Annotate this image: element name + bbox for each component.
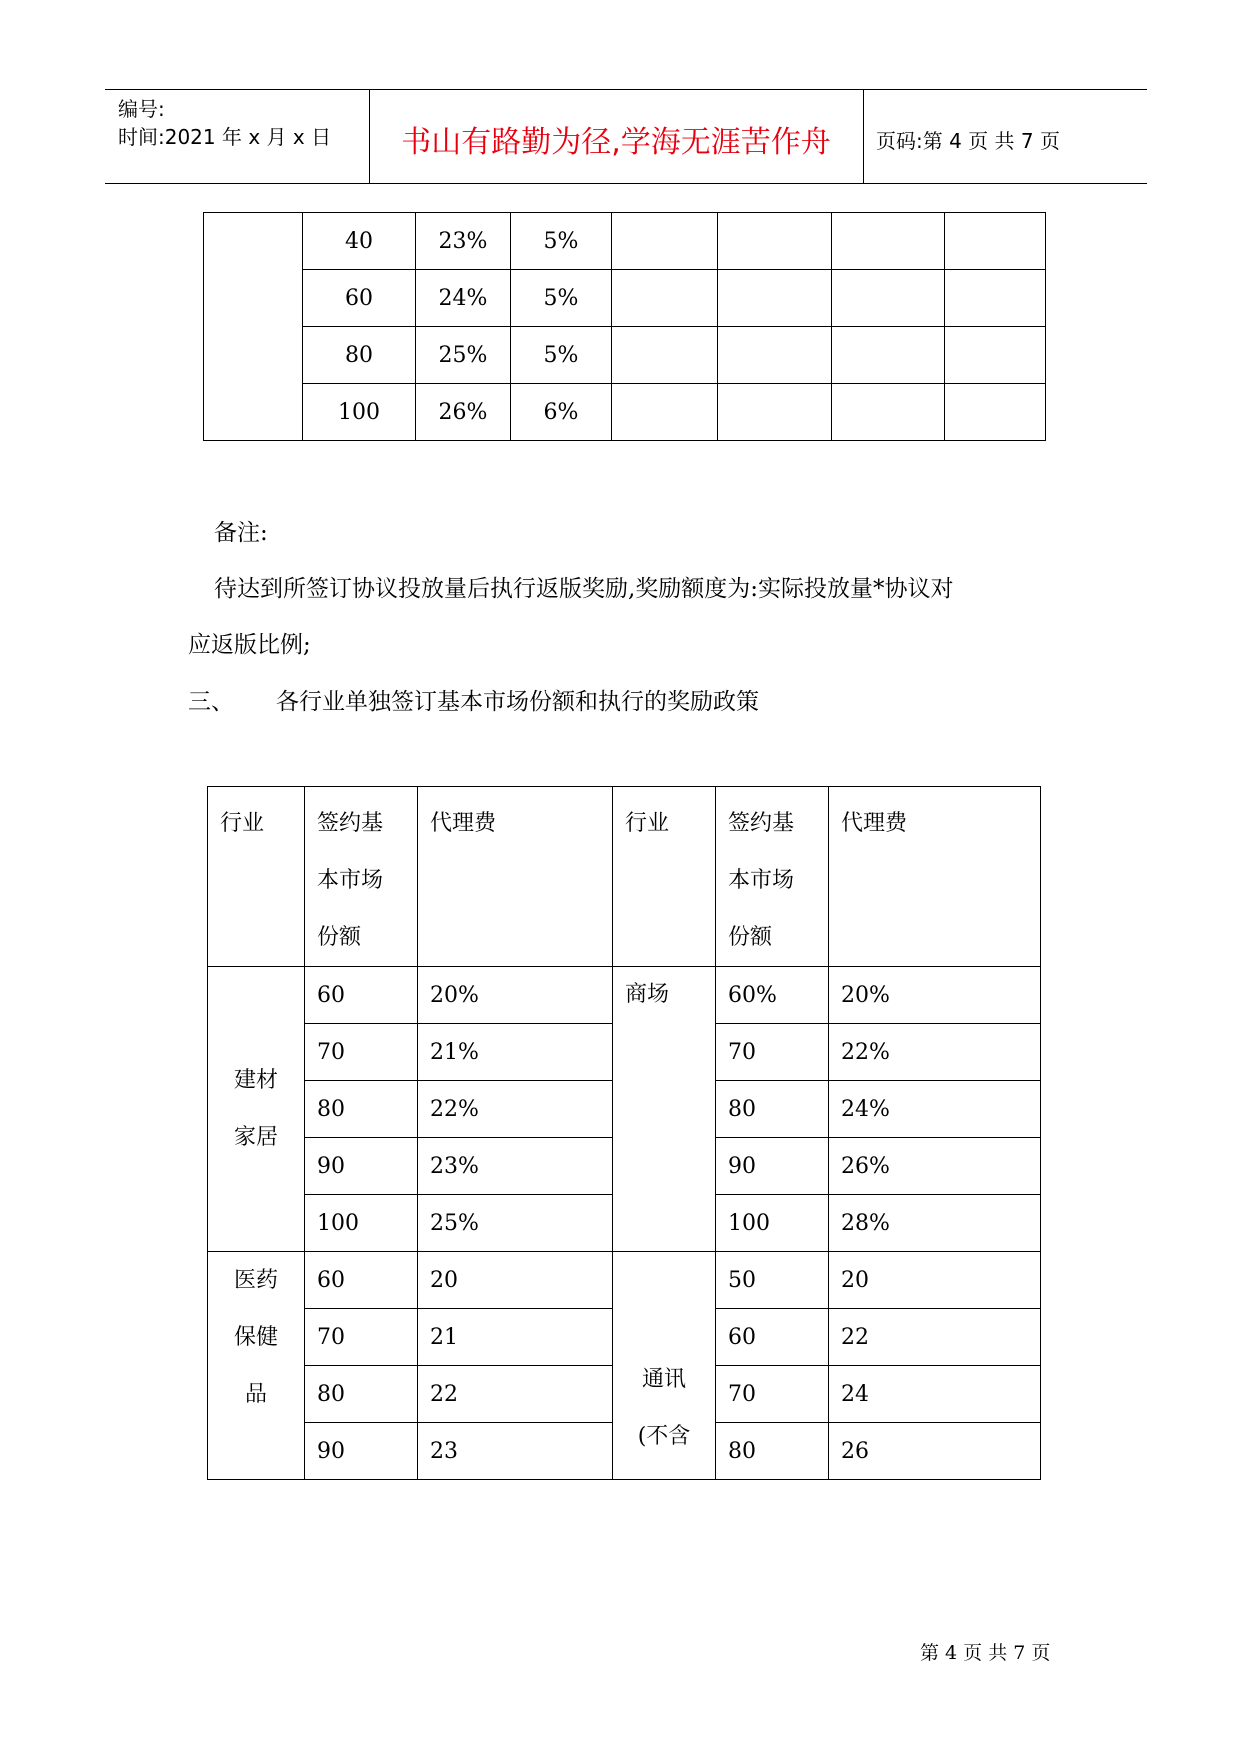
industry-policy-table	[207, 786, 1041, 1480]
volume-cell: 40	[303, 213, 416, 270]
table-row: 建材 家居 60 20% 商场 60% 20%	[208, 967, 1041, 1024]
notes-title: 备注:	[214, 520, 268, 546]
header-fee: 代理费	[418, 787, 613, 967]
group-cell-empty	[204, 213, 303, 441]
table-row: 90 23% 90 26%	[208, 1138, 1041, 1195]
volume-cell: 60	[303, 270, 416, 327]
table-row	[204, 327, 1046, 384]
section-number: 三、	[188, 689, 234, 715]
volume-cell: 100	[303, 384, 416, 441]
table-row: 90 23 80 26	[208, 1423, 1041, 1480]
header-top-line	[105, 89, 1147, 90]
table-row: 80 22 70 24	[208, 1366, 1041, 1423]
rebate-cell: 6%	[511, 384, 612, 441]
header-divider-left	[369, 90, 370, 184]
header-page-label: 页码:第 4 页 共 7 页	[876, 129, 1060, 153]
rebate-cell: 5%	[511, 270, 612, 327]
table-row	[204, 213, 1046, 270]
table-row: 70 21 60 22	[208, 1309, 1041, 1366]
fee-cell: 24%	[416, 270, 511, 327]
header-divider-right	[863, 90, 864, 184]
fee-cell: 25%	[416, 327, 511, 384]
page-footer: 第 4 页 共 7 页	[920, 1642, 1051, 1664]
header-motto: 书山有路勤为径,学海无涯苦作舟	[401, 125, 831, 160]
rebate-cell: 5%	[511, 213, 612, 270]
fee-cell: 26%	[416, 384, 511, 441]
table-row: 70 21% 70 22%	[208, 1024, 1041, 1081]
table-row: 80 22% 80 24%	[208, 1081, 1041, 1138]
table-row: 医药 保健 品 60 20 通讯 (不含 50 20	[208, 1252, 1041, 1309]
header-industry: 行业	[208, 787, 305, 967]
industry-jiancai: 建材 家居	[208, 967, 305, 1252]
header-share: 签约基 本市场 份额	[305, 787, 418, 967]
table-row	[204, 384, 1046, 441]
notes-line-2: 应返版比例;	[188, 632, 311, 658]
header-number-label: 编号:	[118, 97, 165, 121]
volume-cell: 80	[303, 327, 416, 384]
table-row: 100 25% 100 28%	[208, 1195, 1041, 1252]
notes-line-1: 待达到所签订协议投放量后执行返版奖励,奖励额度为:实际投放量*协议对	[214, 576, 954, 602]
header-share-2: 签约基 本市场 份额	[716, 787, 829, 967]
header-time-label: 时间:2021 年 x 月 x 日	[118, 125, 332, 149]
header-bottom-line	[105, 183, 1147, 184]
industry-tongxun: 通讯 (不含	[613, 1252, 716, 1480]
industry-shangchang: 商场	[613, 967, 716, 1252]
industry-yiyao: 医药 保健 品	[208, 1252, 305, 1480]
table-header-row	[208, 787, 1041, 967]
fee-cell: 23%	[416, 213, 511, 270]
header-industry-2: 行业	[613, 787, 716, 967]
rebate-table	[203, 212, 1046, 441]
header-fee-2: 代理费	[829, 787, 1041, 967]
rebate-cell: 5%	[511, 327, 612, 384]
table-row	[204, 270, 1046, 327]
section-title: 各行业单独签订基本市场份额和执行的奖励政策	[276, 689, 759, 715]
